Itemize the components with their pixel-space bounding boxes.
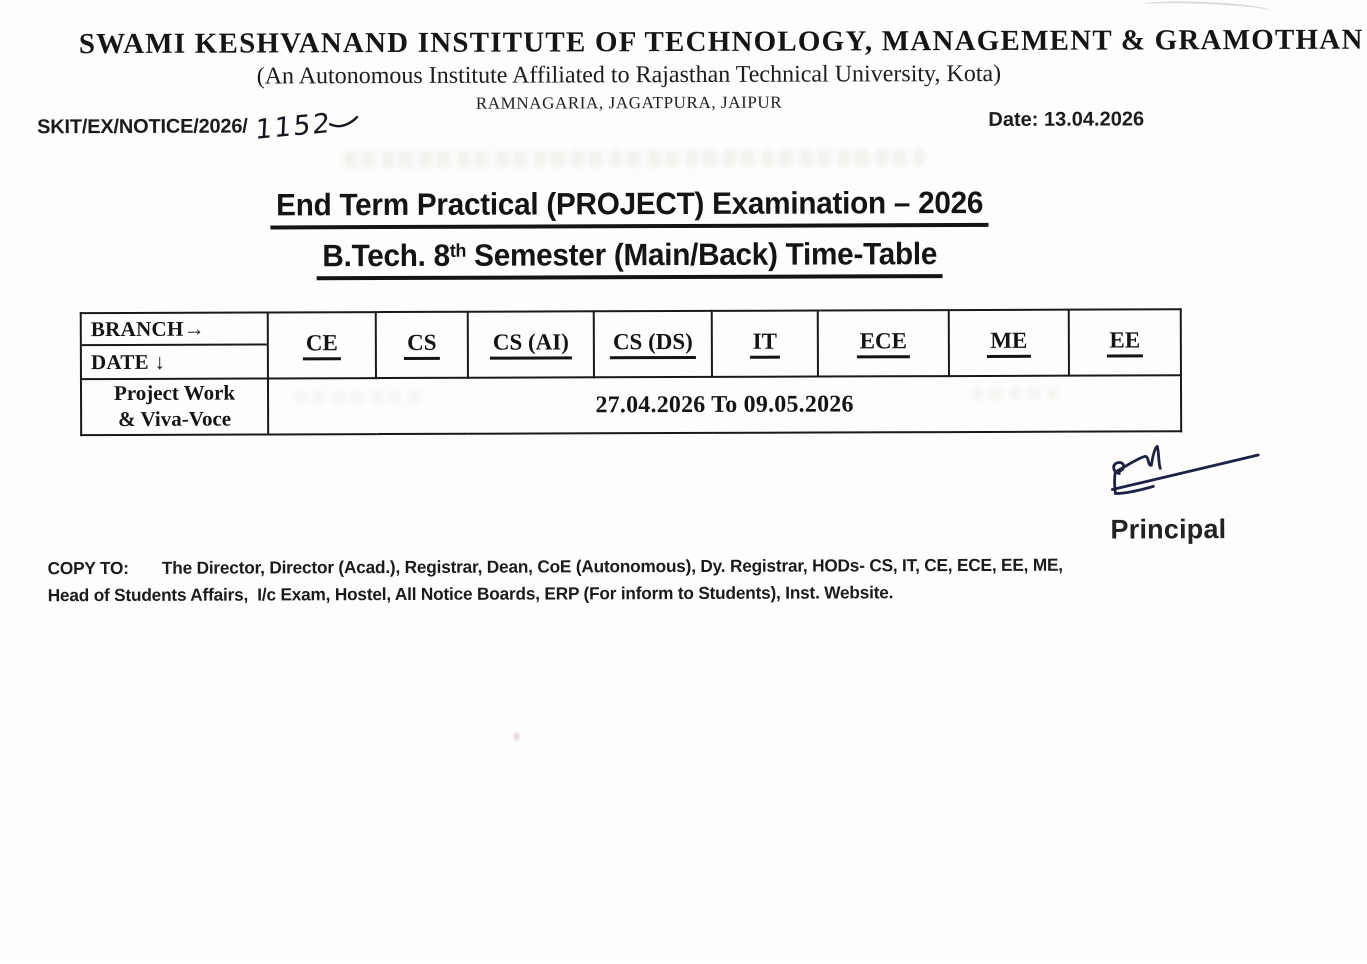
- title2-superscript: th: [449, 239, 466, 261]
- institute-affiliation: (An Autonomous Institute Affiliated to Rajasthan Technical University, Kota): [256, 60, 1002, 90]
- copy-to-label: COPY TO:: [47, 557, 129, 579]
- branch-header-cs: CS: [376, 312, 468, 378]
- exam-timetable: [80, 308, 1182, 436]
- timetable-wrapper: [80, 308, 1182, 436]
- letterhead: [78, 23, 1364, 115]
- notice-ref-prefix: SKIT/EX/NOTICE/2026/: [37, 115, 248, 139]
- handwriting-tail-stroke: [329, 114, 359, 130]
- branch-header-me: ME: [949, 310, 1069, 376]
- branch-header-ece: ECE: [818, 310, 949, 376]
- branch-header-ee: EE: [1069, 309, 1181, 375]
- exam-date-range: 27.04.2026 To 09.05.2026: [268, 375, 1181, 434]
- branch-header-cs-ds: CS (DS): [594, 311, 712, 377]
- title2-suffix: Semester (Main/Back) Time-Table: [465, 236, 937, 273]
- date-axis-label: DATE ↓: [90, 349, 166, 374]
- corner-cell: [81, 312, 268, 379]
- notice-title-line2: [79, 235, 1179, 281]
- copy-to-line2: Head of Students Affairs, I/c Exam, Hostel, All Notice Boards, ERP (For inform to Students), Inst. Website.: [47, 581, 894, 605]
- exam-label-line1: Project Work: [113, 380, 236, 406]
- signatory-designation: Principal: [1110, 514, 1227, 545]
- institute-address: RAMNAGARIA, JAGATPURA, JAIPUR: [475, 92, 783, 113]
- branch-axis-label: BRANCH→: [82, 313, 267, 346]
- principal-signature: [1103, 442, 1267, 514]
- timetable-header-row: [81, 309, 1181, 379]
- title-text-2: [316, 236, 942, 280]
- bleed-through-artifact: [344, 149, 924, 168]
- notice-date: Date: 13.04.2026: [988, 108, 1145, 131]
- timetable-data-row: [81, 375, 1181, 435]
- branch-header-it: IT: [712, 311, 818, 377]
- exam-row-label: [81, 378, 268, 435]
- notice-reference: [37, 107, 359, 146]
- copy-to-recipients-1: The Director, Director (Acad.), Registrar, Dean, CoE (Autonomous), Dy. Registrar, HODs- CS, IT, CE, ECE, EE, ME,: [161, 554, 1063, 578]
- exam-label-line2: & Viva-Voce: [118, 406, 232, 431]
- branch-header-ce: CE: [268, 312, 376, 378]
- signature-stroke: [1103, 442, 1267, 509]
- title2-prefix: B.Tech. 8: [322, 237, 450, 274]
- notice-ref-number-handwritten: 1152: [254, 107, 332, 146]
- institute-name: SWAMI KESHVANAND INSTITUTE OF TECHNOLOGY, MANAGEMENT & GRAMOTHAN: [78, 23, 1364, 61]
- notice-title-block: [79, 184, 1179, 290]
- title-text-1: End Term Practical (PROJECT) Examination – 2026: [270, 185, 989, 230]
- branch-header-cs-ai: CS (AI): [468, 311, 594, 377]
- notice-title-line1: [79, 184, 1179, 230]
- copy-to-line1: [48, 551, 1132, 581]
- copy-to-block: [48, 551, 1132, 608]
